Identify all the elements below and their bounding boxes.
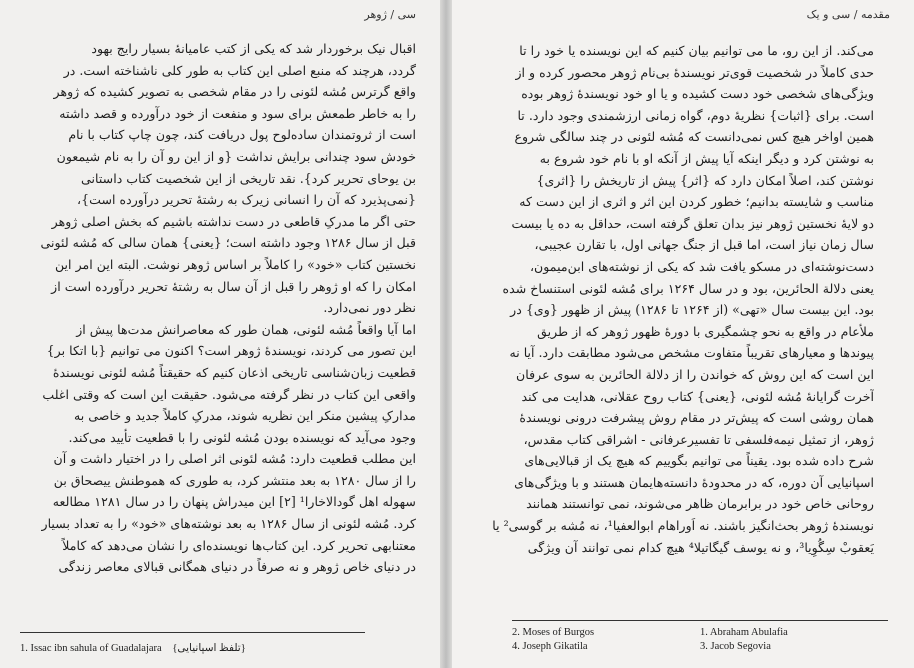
left-page-footnote: [20, 642, 246, 654]
text-line: پیوندها و معیارهای تقریباً متفاوت مشخص می‌شود مطابقت دارد. آیا نه: [509, 345, 874, 361]
text-line: مدارکِ پیشین منکر این نظریه شوند، مدرکِ کاملاً جدید و خاصی به: [74, 408, 416, 424]
text-line: وجود می‌آید که نویسنده بودن مُشه لئونی را با قطعیت تأیید می‌کند.: [68, 429, 416, 445]
right-page: [452, 0, 914, 668]
text-line: ژوهر، از تمثیل نیمه‌فلسفی تا تفسیرعرفانی - اشراقی کتاب مقدس،: [523, 431, 874, 447]
text-line: معتنابهی تحریر کرد. این کتاب‌ها نویسنده‌ای را نشان می‌دهد که کاملاً: [62, 537, 416, 553]
text-line: اسپانیایی آن دوره، که در محدودهٔ دانسته‌هایمان هستند و با ویژگی‌های: [514, 474, 874, 490]
text-line: این تصور می کردند، نویسندهٔ ژوهر است؟ اکنون می توانیم {با اتکا بر}: [46, 343, 416, 359]
text-line: همان روشی است که پیش‌تر در مقام روش پیشرفت درونی نویسندهٔ: [519, 410, 874, 426]
text-line: بن یوحای تحریر کرد}. نقد تاریخی از این شخصیت کتاب داستانی: [81, 170, 416, 186]
text-line: نویسندهٔ ژوهر بحث‌انگیز باشند. نه اَوراهام ابوالعفیا¹، نه مُشه بر گوسی² یا: [492, 518, 874, 534]
text-line: به نوشتن کرد و دیگر اینکه آیا پیش از آنکه او با نام خود شروع به: [539, 150, 874, 166]
text-line: حدی کاملاً در شخصیت قوی‌تر نویسندهٔ بی‌نام ژوهر محصور کرده و از: [515, 64, 874, 80]
footnote-item: 2. Moses of Burgos: [512, 627, 595, 638]
footnote-rule: [20, 632, 365, 633]
footnote-item: 1. Abraham Abulafia: [700, 627, 788, 638]
footnote-en: 1. Issac ibn sahula of Guadalajara: [20, 643, 162, 654]
text-line: سهوله اهل گودالاخارا¹ [۲] این میدراش پنهان را در سال ۱۲۸۱ مطالعه: [52, 494, 416, 510]
text-line: واقع گرترس مُشه لئونی را در مقام شخصی به تصویر کشیده که ژوهر: [53, 84, 416, 100]
right-page-body: [490, 40, 874, 558]
text-line: واقعی این کتاب در نظر گرفته می‌شود. حقیقت این است که وقتی اغلب: [42, 386, 416, 402]
text-line: قطعیت زبان‌شناسی تاریخی اذعان کنیم که حقیقتاً مُشه لئونی نویسندهٔ: [52, 364, 416, 380]
text-line: یَعقوبْ سِگُوِیا³، و نه یوسف گیگاتیلا⁴ هیچ کدام نمی توانند آن ویژگی: [527, 539, 874, 555]
text-line: شرح داده شده بود. یقیناً می توانیم بگوییم که هیچ یک از قبالایی‌های: [524, 453, 874, 469]
text-line: یعنی دلالة الحائرین، بود و در سال ۱۲۶۴ برای مُشه لئونی استنساخ شده: [502, 280, 874, 296]
right-page-header: [496, 8, 890, 21]
footnote-fa: {تلفظ اسپانیایی}: [172, 643, 246, 654]
left-page-header-title: سی / ژوهر: [364, 8, 416, 21]
text-line: ملأعام در واقع به نحو چشمگیری با دورهٔ ظهور ژوهر که از طریق: [537, 323, 874, 339]
text-line: را از سال ۱۲۸۰ به بعد منتشر کرد، به طوری که هموطنش ییصحاق بن: [53, 472, 416, 488]
text-line: قبل از سال ۱۲۸۶ وجود داشته است؛ {یعنی} همان سالی که مُشه لئونی: [40, 235, 416, 251]
text-line: امکان را که او ژوهر را قبل از آن سال به رشتهٔ تحریر درآورده است از: [51, 278, 416, 294]
text-line: ویژگی‌های شخصی خود دست کشیده و یا او خود نویسندهٔ ژوهر بوده: [521, 86, 874, 102]
text-line: همین اواخر هیچ کس نمی‌دانست که مُشه لئونی در چند سالگی شروع: [514, 129, 874, 145]
text-line: است از ثروتمندان ساده‌لوح پول دریافت کند، چون چاپ کتاب با نام: [68, 127, 416, 143]
text-line: این مطلب قطعیت دارد: مُشه لئونی اثر اصلی را در اختیار داشت و آن: [53, 451, 416, 467]
footnote-item: 3. Jacob Segovia: [700, 641, 771, 652]
text-line: حتی اگر ما مدرکِ قاطعی در دست نداشته باشیم که بخش اصلی ژوهر: [51, 213, 416, 229]
book-gutter: [440, 0, 452, 668]
left-page-header: [20, 8, 416, 21]
text-line: است. برای {اثبات} نظریهٔ دوم، گواه زمانی ارزشمندی وجود دارد. تا: [517, 107, 874, 123]
right-page-header-title: مقدمه / سی و یک: [806, 8, 890, 21]
text-line: بود. این بیست سال «تهی» (از ۱۲۶۴ تا ۱۲۸۶) پیش از ظهور {وی} در: [510, 302, 874, 318]
left-page: [0, 0, 440, 668]
text-line: آخرت گرایانهٔ مُشه لئونی، {یعنی} کتاب روح عقلانی، هدایت می کند: [521, 388, 874, 404]
text-line: دو لایهٔ نخستین ژوهر نیز بدان تعلق گرفته است، حداقل به ده یا بیست: [511, 215, 874, 231]
footnote-rule: [512, 620, 888, 621]
text-line: {نمی‌پذیرد که آن را انسانی زیرک به رشتهٔ تحریر درآورده است}،: [77, 192, 416, 208]
right-page-footnotes: [512, 627, 888, 652]
text-line: اقبال نیک برخوردار شد که یکی از کتب عامیانهٔ بسیار رایج بهود: [91, 41, 416, 56]
text-line: نظر دور نمی‌دارد.: [323, 300, 416, 316]
text-line: کرد. مُشه لئونی از سال ۱۲۸۶ به بعد نوشته‌های «خود» را به تعداد بسیار: [41, 516, 416, 532]
text-line: سال زمان نیاز است، اما قبل از جنگ جهانی اول، با تقارن عجیبی،: [534, 237, 874, 253]
text-line: در دنیای خاص ژوهر و نه صرفاً در دنیای همگانی قبالای معاصر زندگی: [58, 559, 416, 575]
text-line: را به خاطر طمعش برای سود و منفعت از خود درآورده و قصد داشته: [59, 105, 416, 121]
text-line: می‌کند. از این رو، ما می توانیم بیان کنیم که این نویسنده یا خود را تا: [519, 43, 874, 58]
left-page-body: [20, 38, 416, 578]
text-line: خودش سود چندانی برایش نداشت {و از این رو آن را به نام شیمعون: [56, 148, 416, 164]
text-line: دست‌نوشته‌ای در مسکو یافت شد که یکی از نوشته‌های ابن‌میمون،: [529, 258, 874, 274]
text-line: نخستین کتاب «خود» را کاملاً بر اساس ژوهر نوشت. البته این امر این: [54, 256, 416, 272]
text-line: روحانی خاص خود در برابرمان ظاهر می‌شوند، نمی توانستند همانند: [526, 496, 874, 512]
footnote-item: 4. Joseph Gikatila: [512, 641, 588, 652]
text-line: نوشتن کند، اصلاً امکان دارد که {اثر} پیش از تاریخش را {اثری}: [536, 172, 874, 188]
text-line: مناسب و شایسته بدانیم؛ خطور کردن این اثر و اثری از این دست که: [519, 194, 874, 210]
text-line: گردد، هرچند که منبع اصلی این کتاب به طور کلی ناشناخته است. در: [63, 62, 416, 78]
text-line: اما آیا واقعاً مُشه لئونی، همان طور که معاصرانش مدت‌ها پیش از: [76, 321, 416, 337]
text-line: این است که این روش که خواندن را از دلالة الحائرین به سوی عرفان: [516, 366, 874, 382]
